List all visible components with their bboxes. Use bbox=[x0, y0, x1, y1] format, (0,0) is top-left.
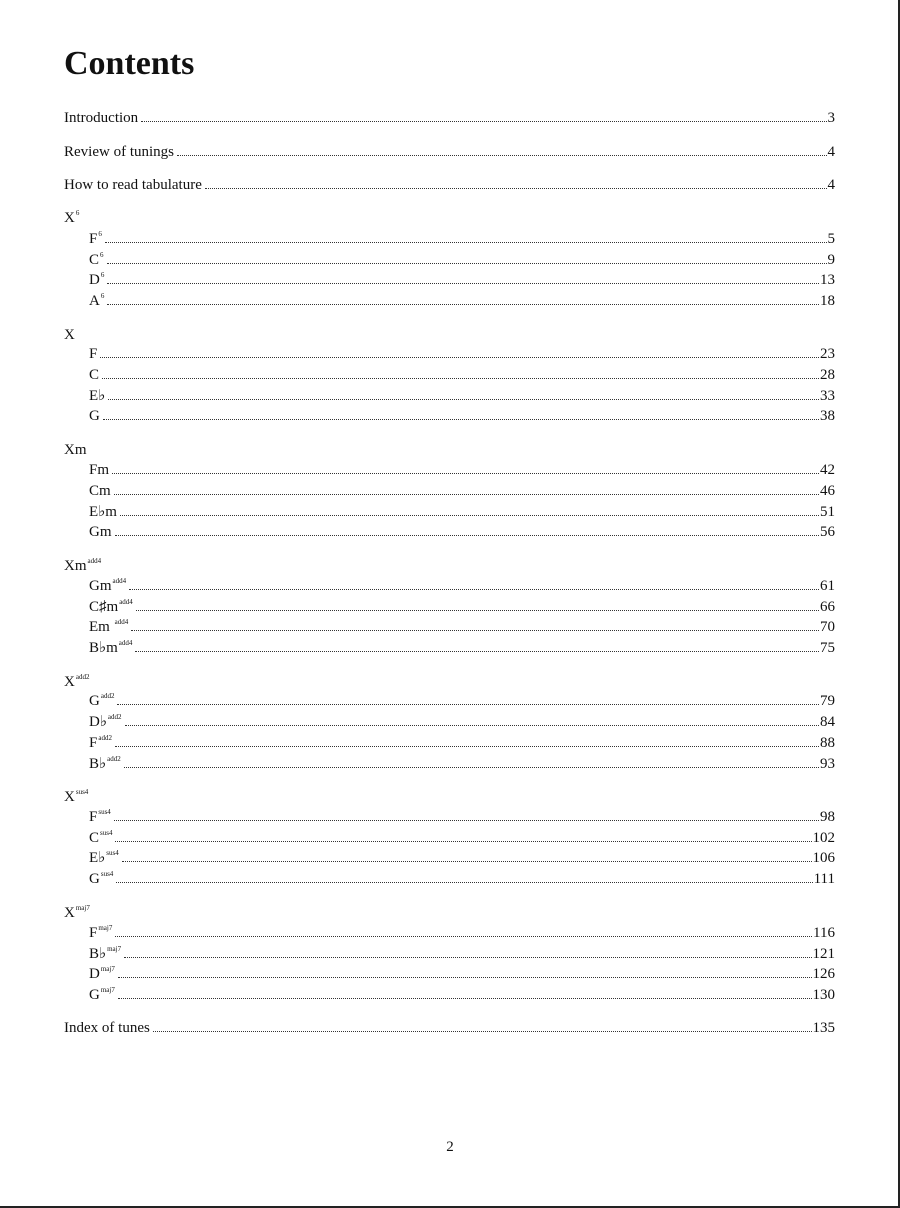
dot-leader bbox=[118, 977, 812, 978]
page-title: Contents bbox=[64, 45, 195, 82]
toc-entry-label: E♭ bbox=[89, 388, 106, 404]
dot-leader bbox=[118, 998, 812, 999]
toc-entry-c6[interactable] bbox=[89, 250, 835, 270]
toc-entry-label: Fm bbox=[89, 462, 110, 478]
toc-entry-page: 28 bbox=[820, 367, 835, 383]
toc-entry-label: Cm bbox=[89, 483, 111, 499]
dot-leader bbox=[141, 121, 826, 122]
dot-leader bbox=[120, 515, 819, 516]
toc-entry-d-maj7[interactable] bbox=[89, 964, 835, 984]
toc-entry-label: $G^{add2}$ bbox=[89, 692, 115, 709]
toc-entry-page: 5 bbox=[827, 231, 835, 247]
dot-leader bbox=[124, 767, 819, 768]
toc-entry-f-maj7[interactable] bbox=[89, 923, 835, 943]
dot-leader bbox=[122, 861, 812, 862]
toc-entry-c[interactable] bbox=[89, 365, 835, 385]
toc-entry-gm[interactable] bbox=[89, 522, 835, 542]
toc-entry-page: 93 bbox=[820, 756, 835, 772]
toc-entry-f-add2[interactable] bbox=[89, 733, 835, 753]
toc-entry-page: 88 bbox=[820, 735, 835, 751]
dot-leader bbox=[105, 242, 827, 243]
toc-entry-page: 111 bbox=[813, 871, 835, 887]
toc-entry-page: 51 bbox=[820, 504, 835, 520]
section-heading-xm-add4: $Xm^{add4}$ bbox=[64, 557, 102, 574]
toc-entry-label: $F^{maj7}$ bbox=[89, 924, 113, 941]
toc-entry-g-maj7[interactable] bbox=[89, 985, 835, 1005]
toc-entry-label: $B♭m^{add4}$ bbox=[89, 639, 133, 656]
toc-entry-page: 46 bbox=[820, 483, 835, 499]
dot-leader bbox=[153, 1031, 812, 1032]
toc-entry-page: 135 bbox=[812, 1020, 835, 1036]
dot-leader bbox=[115, 746, 819, 747]
toc-entry-label: $G^{sus4}$ bbox=[89, 870, 114, 887]
toc-entry-page: 98 bbox=[820, 809, 835, 825]
section-heading-x: X bbox=[64, 327, 75, 343]
toc-entry-b-flat-add2[interactable] bbox=[89, 754, 835, 774]
toc-entry-f-sus4[interactable] bbox=[89, 807, 835, 827]
dot-leader bbox=[115, 936, 812, 937]
toc-entry-page: 102 bbox=[812, 830, 835, 846]
section-heading-x6: $X^6$ bbox=[64, 209, 80, 226]
toc-entry-page: 116 bbox=[813, 925, 835, 941]
dot-leader bbox=[124, 957, 811, 958]
dot-leader bbox=[116, 882, 812, 883]
toc-entry-page: 33 bbox=[820, 388, 835, 404]
toc-entry-label: How to read tabulature bbox=[64, 177, 202, 193]
toc-entry-c-sharp-m-add4[interactable] bbox=[89, 597, 835, 617]
toc-entry-page: 38 bbox=[820, 408, 835, 424]
dot-leader bbox=[115, 535, 820, 536]
toc-entry-e-flat[interactable] bbox=[89, 386, 835, 406]
section-heading-xm: Xm bbox=[64, 442, 87, 458]
toc-entry-label: Index of tunes bbox=[64, 1020, 150, 1036]
dot-leader bbox=[136, 610, 819, 611]
toc-entry-label: E♭m bbox=[89, 504, 117, 520]
toc-entry-label: $F^6$ bbox=[89, 230, 102, 247]
toc-entry-page: 23 bbox=[820, 346, 835, 362]
toc-entry-label: $C^6$ bbox=[89, 251, 104, 268]
toc-entry-page: 4 bbox=[827, 144, 835, 160]
toc-entry-g[interactable] bbox=[89, 406, 835, 426]
toc-entry-gm-add4[interactable] bbox=[89, 576, 835, 596]
section-heading-x-add2: $X^{add2}$ bbox=[64, 673, 90, 690]
toc-entry-page: 9 bbox=[827, 252, 835, 268]
toc-entry-label: Gm bbox=[89, 524, 112, 540]
toc-entry-label: $Gm^{add4}$ bbox=[89, 577, 127, 594]
dot-leader bbox=[114, 494, 819, 495]
toc-entry-introduction[interactable] bbox=[64, 108, 835, 128]
toc-entry-em-add4[interactable] bbox=[89, 617, 835, 637]
toc-entry-label: $F^{sus4}$ bbox=[89, 808, 111, 825]
toc-entry-label: B♭$^{maj7}$ bbox=[89, 945, 122, 962]
toc-entry-d-flat-add2[interactable] bbox=[89, 712, 835, 732]
toc-entry-label: F bbox=[89, 346, 98, 362]
toc-entry-page: 3 bbox=[827, 110, 835, 126]
toc-entry-page: 84 bbox=[820, 714, 835, 730]
toc-entry-label: $D^{maj7}$ bbox=[89, 965, 115, 982]
toc-entry-label: Review of tunings bbox=[64, 144, 174, 160]
dot-leader bbox=[125, 725, 819, 726]
toc-entry-b-flat-m-add4[interactable] bbox=[89, 638, 835, 658]
toc-entry-page: 121 bbox=[812, 946, 835, 962]
toc-entry-label: $D^6$ bbox=[89, 271, 105, 288]
section-heading-x-maj7: $X^{maj7}$ bbox=[64, 904, 90, 921]
toc-entry-a6[interactable] bbox=[89, 291, 835, 311]
dot-leader bbox=[100, 357, 819, 358]
toc-entry-f[interactable] bbox=[89, 344, 835, 364]
toc-entry-f6[interactable] bbox=[89, 229, 835, 249]
toc-entry-page: 4 bbox=[827, 177, 835, 193]
toc-entry-cm[interactable] bbox=[89, 481, 835, 501]
toc-entry-page: 79 bbox=[820, 693, 835, 709]
toc-entry-label: B♭$^{add2}$ bbox=[89, 755, 121, 772]
toc-entry-page: 70 bbox=[820, 619, 835, 635]
dot-leader bbox=[112, 473, 819, 474]
toc-entry-page: 130 bbox=[812, 987, 835, 1003]
dot-leader bbox=[103, 419, 819, 420]
toc-entry-page: 13 bbox=[820, 272, 835, 288]
toc-entry-label: $C^{sus4}$ bbox=[89, 829, 113, 846]
toc-entry-label: $G^{maj7}$ bbox=[89, 986, 115, 1003]
dot-leader bbox=[107, 263, 827, 264]
section-heading-x-sus4: $X^{sus4}$ bbox=[64, 788, 89, 805]
toc-entry-label: G bbox=[89, 408, 100, 424]
dot-leader bbox=[177, 155, 827, 156]
toc-entry-d6[interactable] bbox=[89, 270, 835, 290]
dot-leader bbox=[107, 283, 819, 284]
dot-leader bbox=[205, 188, 827, 189]
toc-entry-g-sus4[interactable] bbox=[89, 869, 835, 889]
toc-entry-page: 61 bbox=[820, 578, 835, 594]
dot-leader bbox=[131, 630, 819, 631]
toc-entry-page: 106 bbox=[812, 850, 835, 866]
toc-entry-label: $F^{add2}$ bbox=[89, 734, 112, 751]
toc-entry-g-add2[interactable] bbox=[89, 691, 835, 711]
toc-entry-fm[interactable] bbox=[89, 460, 835, 480]
dot-leader bbox=[114, 820, 819, 821]
toc-entry-label: $C♯m^{add4}$ bbox=[89, 598, 133, 615]
toc-entry-page: 42 bbox=[820, 462, 835, 478]
dot-leader bbox=[115, 841, 811, 842]
toc-entry-page: 126 bbox=[812, 966, 835, 982]
dot-leader bbox=[102, 378, 819, 379]
toc-entry-page: 18 bbox=[820, 293, 835, 309]
toc-entry-page: 56 bbox=[820, 524, 835, 540]
toc-entry-label: D♭$^{add2}$ bbox=[89, 713, 122, 730]
toc-entry-c-sus4[interactable] bbox=[89, 828, 835, 848]
toc-entry-label: $A^6$ bbox=[89, 292, 105, 309]
dot-leader bbox=[117, 704, 819, 705]
toc-entry-label: E♭$^{sus4}$ bbox=[89, 849, 119, 866]
toc-entry-review-of-tunings[interactable] bbox=[64, 142, 835, 162]
page-number: 2 bbox=[446, 1139, 454, 1155]
toc-entry-b-flat-maj7[interactable] bbox=[89, 944, 835, 964]
dot-leader bbox=[107, 304, 819, 305]
toc-entry-label: Introduction bbox=[64, 110, 139, 126]
toc-entry-label: Em $^{add4}$ bbox=[89, 618, 129, 635]
toc-entry-e-flat-sus4[interactable] bbox=[89, 848, 835, 868]
toc-entry-page: 75 bbox=[820, 640, 835, 656]
dot-leader bbox=[135, 651, 819, 652]
toc-entry-index-of-tunes[interactable] bbox=[64, 1018, 835, 1038]
toc-entry-e-flat-m[interactable] bbox=[89, 502, 835, 522]
toc-entry-page: 66 bbox=[820, 599, 835, 615]
toc-entry-label: C bbox=[89, 367, 100, 383]
dot-leader bbox=[108, 399, 819, 400]
toc-entry-how-to-read-tabulature[interactable] bbox=[64, 175, 835, 195]
dot-leader bbox=[129, 589, 819, 590]
